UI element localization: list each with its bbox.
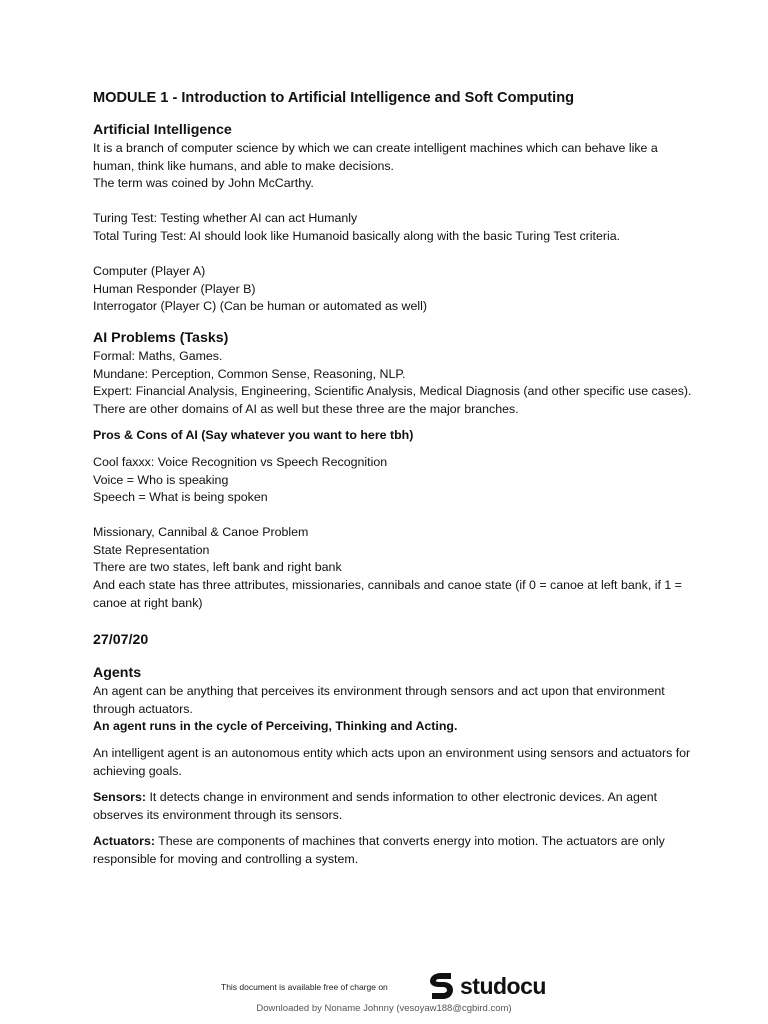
studocu-logo-icon bbox=[426, 971, 456, 1001]
pros-cons-heading: Pros & Cons of AI (Say whatever you want to here tbh) bbox=[93, 428, 414, 443]
total-turing-test: Total Turing Test: AI should look like Humanoid basically along with the basic Turing Test criteria. bbox=[93, 228, 621, 243]
player-b: Human Responder (Player B) bbox=[93, 281, 256, 296]
voice-def: Voice = Who is speaking bbox=[93, 472, 229, 487]
ai-heading: Artificial Intelligence bbox=[93, 122, 232, 138]
ai-coined: The term was coined by John McCarthy. bbox=[93, 176, 314, 191]
two-states: There are two states, left bank and right bank bbox=[93, 560, 342, 575]
module-title: MODULE 1 - Introduction to Artificial Intelligence and Soft Computing bbox=[93, 90, 575, 106]
state-attributes: And each state has three attributes, missionaries, cannibals and canoe state (if 0 = canoe at left bank, if 1 = canoe at right bank) bbox=[93, 578, 682, 610]
document-body bbox=[93, 88, 693, 869]
downloaded-by: Downloaded by Noname Johnny (vesoyaw188@cgbird.com) bbox=[256, 1003, 512, 1014]
date-heading: 27/07/20 bbox=[93, 632, 149, 649]
formal-tasks: Formal: Maths, Games. bbox=[93, 348, 223, 363]
turing-test: Turing Test: Testing whether AI can act Humanly bbox=[93, 211, 358, 226]
mc-problem: Missionary, Cannibal & Canoe Problem bbox=[93, 525, 309, 540]
state-representation: State Representation bbox=[93, 542, 210, 557]
cool-fact: Cool faxxx: Voice Recognition vs Speech Recognition bbox=[93, 454, 388, 469]
ai-definition: It is a branch of computer science by which we can create intelligent machines which can behave like a human, think like humans, and able to make decisions. bbox=[93, 141, 658, 173]
player-c: Interrogator (Player C) (Can be human or automated as well) bbox=[93, 299, 428, 314]
intelligent-agent: An intelligent agent is an autonomous entity which acts upon an environment using sensors and actuators for achieving goals. bbox=[93, 746, 691, 778]
availability-note: This document is available free of charge on bbox=[221, 982, 388, 992]
speech-def: Speech = What is being spoken bbox=[93, 490, 268, 505]
studocu-brand: studocu bbox=[460, 972, 546, 999]
other-domains: There are other domains of AI as well but these three are the major branches. bbox=[93, 401, 519, 416]
player-a: Computer (Player A) bbox=[93, 264, 206, 279]
agents-heading: Agents bbox=[93, 665, 142, 682]
studocu-logo[interactable] bbox=[426, 971, 546, 1001]
agent-cycle: An agent runs in the cycle of Perceiving, Thinking and Acting. bbox=[93, 719, 458, 734]
actuators-para: Actuators: These are components of machines that converts energy into motion. The actuators are only responsible for moving and controlling a system. bbox=[93, 834, 665, 866]
mundane-tasks: Mundane: Perception, Common Sense, Reasoning, NLP. bbox=[93, 366, 406, 381]
expert-tasks: Expert: Financial Analysis, Engineering, Scientific Analysis, Medical Diagnosis (and other specific use cases). bbox=[93, 384, 692, 399]
agent-definition: An agent can be anything that perceives its environment through sensors and act upon that environment through actuators. bbox=[93, 684, 665, 716]
sensors-para: Sensors: It detects change in environment and sends information to other electronic devices. An agent observes its environment through its sensors. bbox=[93, 790, 658, 822]
ai-problems-heading: AI Problems (Tasks) bbox=[93, 329, 229, 346]
